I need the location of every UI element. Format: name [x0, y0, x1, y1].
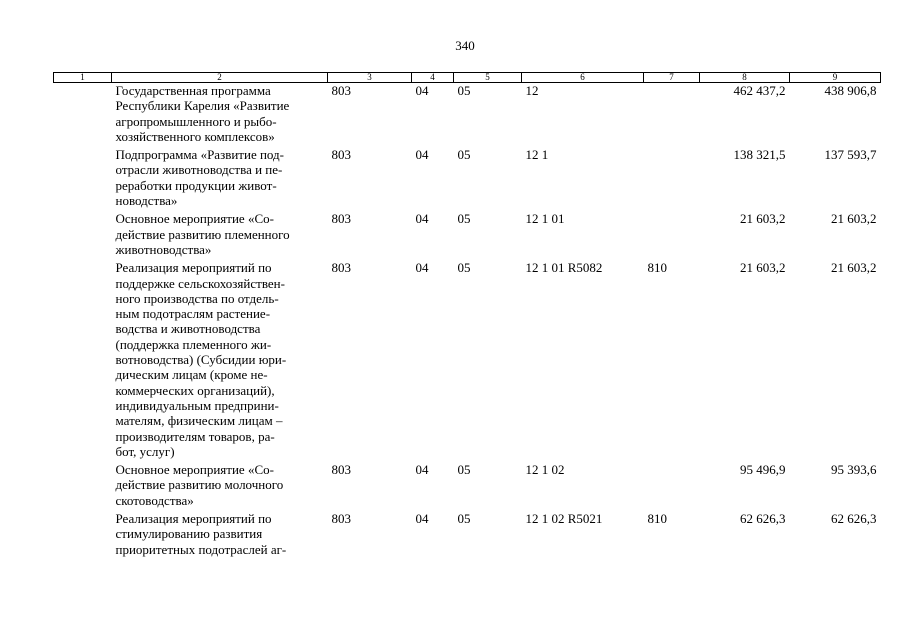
- subsection-code-cell: 05: [457, 83, 471, 98]
- amount-year2-cell: 95 393,6: [831, 462, 877, 478]
- item-name-line: ного производства по отдель-: [115, 290, 279, 306]
- item-name-line: бот, услуг): [115, 443, 175, 459]
- amount-year2-cell: 438 906,8: [824, 83, 877, 98]
- amount-year1-cell: 62 626,3: [740, 511, 786, 527]
- item-name-line: животноводства»: [115, 241, 212, 257]
- section-code-cell: 04: [415, 260, 429, 276]
- amount-year2-cell: 21 603,2: [831, 211, 877, 227]
- expense-type-cell: [644, 462, 700, 511]
- item-name-line: производителям товаров, ра-: [115, 428, 275, 444]
- item-name-line: мателям, физическим лицам –: [115, 413, 283, 429]
- subsection-code-cell: 05: [457, 260, 471, 276]
- item-name-line: (поддержка племенного жи-: [115, 336, 272, 352]
- item-name-line: коммерческих организаций),: [115, 382, 275, 398]
- item-name-line: Государственная программа: [115, 83, 271, 98]
- item-name-line: Основное мероприятие «Со-: [115, 211, 274, 227]
- item-name-line: дическим лицам (кроме не-: [115, 367, 268, 383]
- table-body: [54, 83, 881, 560]
- target-article-cell: 12 1: [525, 147, 549, 163]
- amount-year1-cell: 21 603,2: [740, 211, 786, 227]
- table-row: [54, 462, 881, 511]
- amount-year2-cell: 62 626,3: [831, 511, 877, 527]
- header-col-2: 2: [112, 73, 328, 83]
- amount-year1-cell: 21 603,2: [740, 260, 786, 276]
- header-col-8: 8: [700, 73, 790, 83]
- table-row: [54, 511, 881, 560]
- target-article-cell: 12 1 02: [525, 462, 565, 478]
- amount-year2-cell: 137 593,7: [824, 147, 877, 163]
- table-row: [54, 260, 881, 462]
- expense-type-cell: [644, 211, 700, 260]
- item-name-line: индивидуальным предприни-: [115, 397, 279, 413]
- row-number-cell: [54, 511, 112, 560]
- item-name-cell: [112, 462, 328, 511]
- item-name-line: Подпрограмма «Развитие под-: [115, 147, 284, 163]
- item-name-line: Реализация мероприятий по: [115, 511, 272, 527]
- section-code-cell: 04: [415, 462, 429, 478]
- expense-type-cell: 810: [647, 511, 667, 527]
- header-col-1: 1: [54, 73, 112, 83]
- section-code-cell: 04: [415, 511, 429, 527]
- table-header: [54, 73, 881, 83]
- section-code-cell: 04: [415, 147, 429, 163]
- header-col-5: 5: [454, 73, 522, 83]
- table-row: [54, 83, 881, 148]
- item-name-line: Основное мероприятие «Со-: [115, 462, 274, 478]
- row-number-cell: [54, 462, 112, 511]
- grbs-code-cell: 803: [331, 147, 351, 163]
- item-name-line: поддержке сельскохозяйствен-: [115, 275, 285, 291]
- row-number-cell: [54, 147, 112, 211]
- subsection-code-cell: 05: [457, 511, 471, 527]
- item-name-line: приоритетных подотраслей аг-: [115, 541, 287, 557]
- table-row: [54, 211, 881, 260]
- grbs-code-cell: 803: [331, 211, 351, 227]
- row-number-cell: [54, 211, 112, 260]
- item-name-line: стимулированию развития: [115, 526, 263, 542]
- item-name-line: скотоводства»: [115, 492, 194, 508]
- item-name-line: действие развитию молочного: [115, 477, 284, 493]
- row-number-cell: [54, 260, 112, 462]
- item-name-cell: [112, 83, 328, 148]
- header-col-3: 3: [328, 73, 412, 83]
- item-name-cell: [112, 511, 328, 560]
- table-row: [54, 147, 881, 211]
- expense-type-cell: 810: [647, 260, 667, 276]
- amount-year2-cell: 21 603,2: [831, 260, 877, 276]
- item-name-line: новодства»: [115, 193, 178, 209]
- target-article-cell: 12 1 02 R5021: [525, 511, 603, 527]
- grbs-code-cell: 803: [331, 511, 351, 527]
- item-name-line: действие развитию племенного: [115, 226, 290, 242]
- header-col-7: 7: [644, 73, 700, 83]
- grbs-code-cell: 803: [331, 83, 351, 98]
- expense-type-cell: [644, 83, 700, 148]
- row-number-cell: [54, 83, 112, 148]
- grbs-code-cell: 803: [331, 462, 351, 478]
- item-name-line: хозяйственного комплексов»: [115, 128, 275, 144]
- item-name-line: отрасли животноводства и пе-: [115, 162, 283, 178]
- item-name-line: Реализация мероприятий по: [115, 260, 272, 276]
- amount-year1-cell: 462 437,2: [733, 83, 786, 98]
- item-name-cell: [112, 147, 328, 211]
- subsection-code-cell: 05: [457, 462, 471, 478]
- grbs-code-cell: 803: [331, 260, 351, 276]
- item-name-cell: [112, 211, 328, 260]
- header-col-6: 6: [522, 73, 644, 83]
- item-name-line: агропромышленного и рыбо-: [115, 113, 277, 129]
- item-name-line: ным подотраслям растение-: [115, 306, 271, 322]
- amount-year1-cell: 95 496,9: [740, 462, 786, 478]
- target-article-cell: 12 1 01 R5082: [525, 260, 603, 276]
- amount-year1-cell: 138 321,5: [733, 147, 786, 163]
- item-name-cell: [112, 260, 328, 462]
- item-name-line: реработки продукции живот-: [115, 177, 277, 193]
- expense-type-cell: [644, 147, 700, 211]
- target-article-cell: 12: [525, 83, 539, 98]
- section-code-cell: 04: [415, 211, 429, 227]
- item-name-line: Республики Карелия «Развитие: [115, 98, 290, 114]
- header-col-9: 9: [790, 73, 881, 83]
- item-name-line: водства и животноводства: [115, 321, 261, 337]
- page-number: 340: [455, 38, 475, 53]
- section-code-cell: 04: [415, 83, 429, 98]
- budget-table: [53, 72, 881, 560]
- target-article-cell: 12 1 01: [525, 211, 565, 227]
- subsection-code-cell: 05: [457, 211, 471, 227]
- item-name-line: вотноводства) (Субсидии юри-: [115, 352, 287, 368]
- header-col-4: 4: [412, 73, 454, 83]
- subsection-code-cell: 05: [457, 147, 471, 163]
